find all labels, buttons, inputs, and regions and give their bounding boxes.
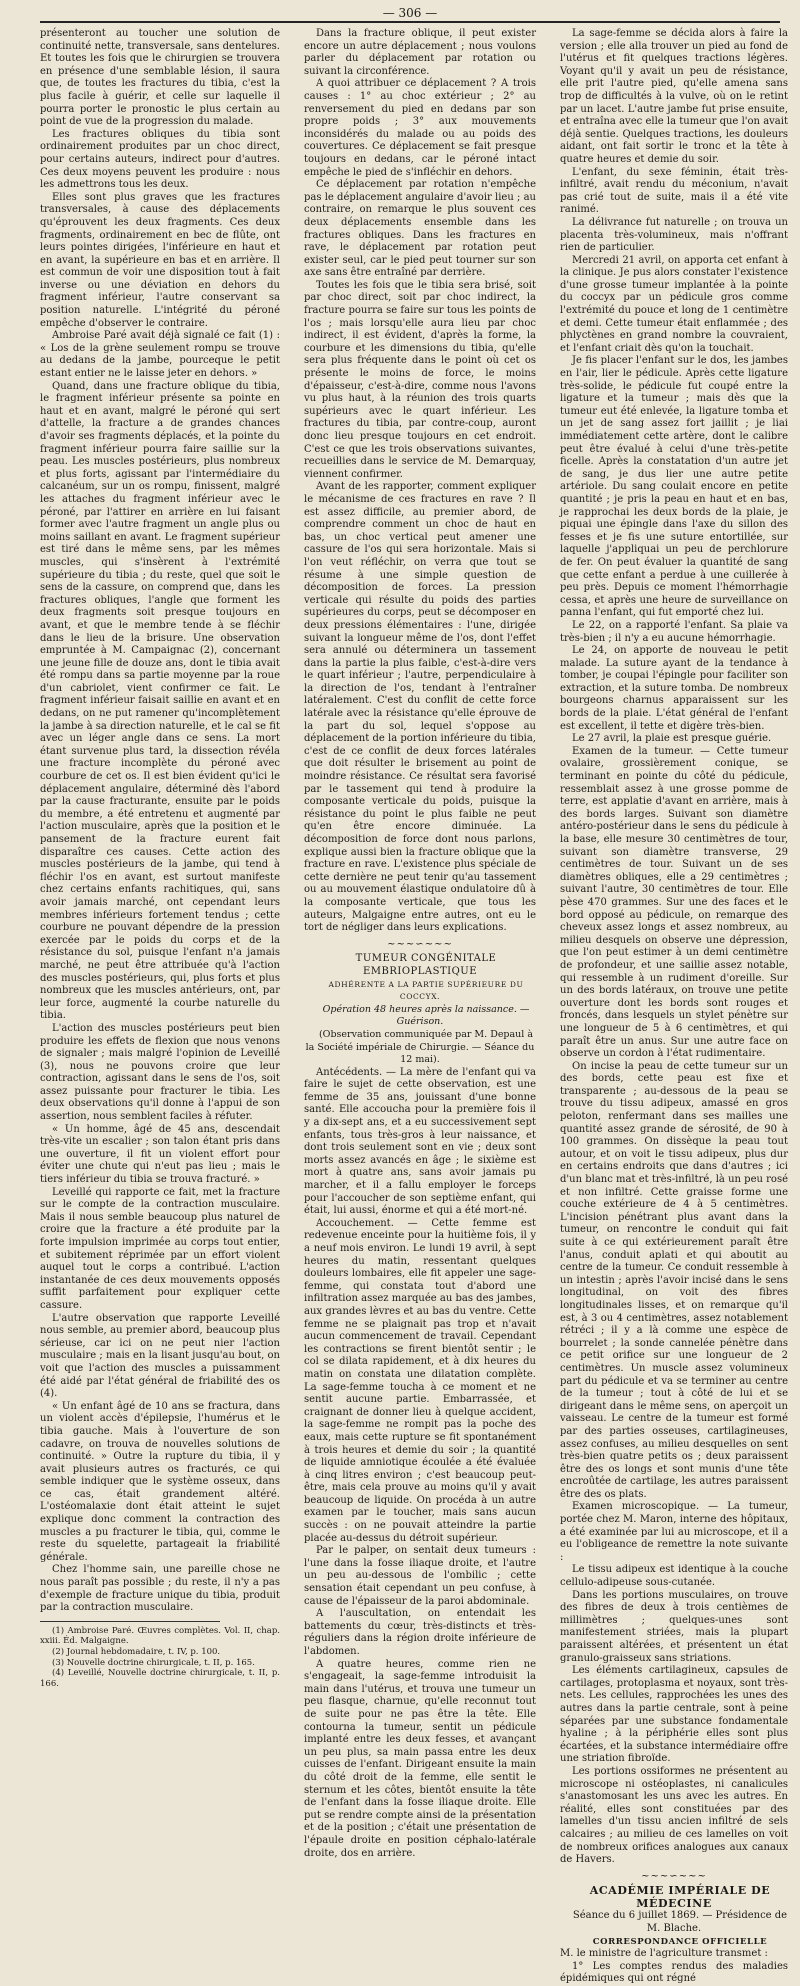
paragraph: M. le ministre de l'agriculture transmet :: [560, 1948, 768, 1960]
footnote: (3) Nouvelle doctrine chirurgicale, t. II, p. 165.: [52, 1657, 255, 1668]
ornament-divider: ~~~∽~~~: [387, 938, 453, 950]
paragraph: Les fractures obliques du tibia sont ordinairement produites par un choc direct, pour certains auteurs, indirect pour d'autres. Ces deux moyens peuvent les produire : nous les admettrons tous les deux.: [40, 128, 280, 191]
section-subtitle: ADHÉRENTE A LA PARTIE SUPÉRIEURE DU COCCYX.: [328, 979, 524, 1002]
paragraph: « Un enfant âgé de 10 ans se fractura, dans un violent accès d'épilepsie, l'humérus et le tibia gauche. Mais à l'ouverture de son cadavre, on trouva de nouvelles solutions de continuité. » Outre la rupture du tibia, il y avait plusieurs autres os fracturés, ce qui semble indiquer que le système osseux, dans ce cas, était grandement altéré. L'ostéomalaxie dont était atteint le sujet explique donc comment la contraction des muscles a pu fracturer le tibia, qui, comme le reste du squelette, partageait la friabilité générale.: [40, 1400, 280, 1563]
paragraph: Le 24, on apporte de nouveau le petit malade. La suture ayant de la tendance à tomber, je coupai l'épingle pour faciliter son extraction, et la suture tomba. De nombreux bourgeons charnus apparaissent sur les bords de la plaie. L'état général de l'enfant est excellent, il tette et digère très-bien.: [560, 645, 788, 732]
footnote: (4) Leveillé, Nouvelle doctrine chirurgicale, t. II, p. 166.: [40, 1668, 280, 1689]
column-left: [40, 28, 280, 1689]
ornament-divider: ~~~∽~~~: [641, 1870, 707, 1882]
paragraph: A quoi attribuer ce déplacement ? A trois causes : 1° au choc extérieur ; 2° au renversement du pied en dedans par son propre poids ; 3° aux mouvements inconsidérés du malade ou au poids des couvertures. Ce déplacement se fait presque toujours en dedans, car le péroné intact empêche le pied de s'infléchir en dehors.: [304, 78, 536, 178]
paragraph: A l'auscultation, on entendait les battements du cœur, très-distincts et très-réguliers dans la région droite inférieure de l'abdomen.: [304, 1608, 536, 1657]
paragraph: Mercredi 21 avril, on apporta cet enfant à la clinique. Je pus alors constater l'existence d'une grosse tumeur implantée à la pointe du coccyx par un pédicule gros comme l'extrémité du pouce et long de 1 centimètre et demi. Cette tumeur était enflammée ; des phlyctènes en grand nombre la couvraient, et l'enfant criait dès qu'on la touchait.: [560, 254, 788, 354]
paragraph: Examen de la tumeur. — Cette tumeur ovalaire, grossièrement conique, se terminant en pointe du côté du pédicule, ressemblait assez à une grosse pomme de terre, est applatie d'avant en arrière, mais à des bords larges. Suivant son diamètre antéro-postérieur dans le sens du pédicule à la base, elle mesure 30 centimètres de tour, suivant son diamètre transverse, 29 centimètres de tour. Suivant un de ses diamètres obliques, elle a 29 centimètres ; suivant l'autre, 30 centimètres de tour. Elle pèse 470 grammes. Sur une des faces et le bord opposé au pédicule, on remarque des cheveux assez longs et assez nombreux, au milieu desquels on observe une dépression, que l'on peut estimer à un demi centimètre de profondeur, et une saillie assez notable, qui ressemble à un rudiment d'oreille. Sur un des bords latéraux, on trouve une petite ouverture dont les bords sont rouges et froncés, dans lesquels un stylet pénètre sur une longueur de 5 à 6 centimètres, et qui paraît être un anus. Sur une autre face on observe un cordon à l'état rudimentaire.: [560, 745, 788, 1060]
header-rule: [40, 21, 780, 23]
paragraph: Dans la fracture oblique, il peut exister encore un autre déplacement ; nous voulons parler du déplacement par rotation ou suivant la circonférence.: [304, 28, 536, 77]
column-middle: [304, 28, 536, 1859]
paragraph: Leveillé qui rapporte ce fait, met la fracture sur le compte de la contraction musculaire. Mais il nous semble beaucoup plus naturel de croire que la fracture a été produite par la forte impulsion imprimée au corps tout entier, et subitement réprimée par un effort violent auquel tout le corps a contribué. L'action instantanée de ces deux mouvements opposés suffit parfaitement pour expliquer cette cassure.: [40, 1186, 280, 1311]
paragraph: Par le palper, on sentait deux tumeurs : l'une dans la fosse iliaque droite, et l'autre un peu au-dessous de l'ombilic ; cette sensation était cependant un peu confuse, à cause de l'épaisseur de la paroi abdominale.: [304, 1545, 536, 1607]
page-number: — 306 —: [382, 6, 438, 20]
academy-session: Séance du 6 juillet 1869. — Présidence de M. Blache.: [572, 1910, 788, 1935]
paragraph: présenteront au toucher une solution de continuité nette, transversale, sans dentelures. Et toutes les fois que le chirurgien se trouvera en présence d'une semblable lésion, il saura que, de toutes les fractures du tibia, c'est la plus facile à guérir, et celle sur laquelle il pourra porter le pronostic le plus certain au point de vue de la progression du malade.: [40, 28, 280, 128]
paragraph: Accouchement. — Cette femme est redevenue enceinte pour la huitième fois, il y a neuf mois environ. Le lundi 19 avril, à sept heures du matin, ressentant quelques douleurs lombaires, elle fit appeler une sage-femme, qui constata tout d'abord une infiltration assez marquée au bas des jambes, aux grandes lèvres et au bas du ventre. Cette femme ne se plaignait pas trop et n'avait aucun commencement de travail. Cependant les contractions se firent bientôt sentir ; le col se dilata rapidement, et à dix heures du matin on constata une dilatation complète. La sage-femme toucha à ce moment et ne sentit aucune partie. Embarrassée, et craignant de donner lieu à quelque accident, la sage-femme ne rompit pas la poche des eaux, mais cette rupture se fit spontanément à trois heures et demie du soir ; la quantité de liquide amniotique écoulée a été évaluée à cinq litres environ ; c'est beaucoup peut-être, mais cela prouve au moins qu'il y avait beaucoup de liquide. On procéda à un autre examen par le toucher, mais sans aucun succès : on ne pouvait atteindre la partie placée au-dessus du détroit supérieur.: [304, 1217, 536, 1544]
section-operation: Opération 48 heures après la naissance. — Guérison.: [322, 1003, 530, 1028]
paragraph: 1° Les comptes rendus des maladies épidémiques qui ont régné: [560, 1960, 788, 1985]
paragraph: Le tissu adipeux est identique à la couche cellulo-adipeuse sous-cutanée.: [560, 1564, 788, 1589]
paragraph: L'action des muscles postérieurs peut bien produire les effets de flexion que nous venons de signaler ; mais malgré l'opinion de Leveillé (3), nous ne pouvons croire que leur contraction, agissant dans le sens de l'os, soit assez puissante pour fracturer le tibia. Les deux observations qu'il donne à l'appui de son assertion, nous semblent faciles à réfuter.: [40, 1022, 280, 1123]
paragraph: L'enfant, du sexe féminin, était très-infiltré, avait rendu du méconium, n'avait pas crié tout de suite, mais il a été vite ranimé.: [560, 166, 788, 216]
section-title: TUMEUR CONGÉNITALE EMBRIOPLASTIQUE: [355, 953, 497, 977]
column-right: [560, 28, 788, 1985]
paragraph: A quatre heures, comme rien ne s'engageait, la sage-femme introduisit la main dans l'utérus, et trouva une tumeur un peu flasque, charnue, qu'elle reconnut tout de suite pour ne pas être la tête. Elle contourna la tumeur, sentit un pédicule implanté entre les deux fesses, et avançant un peu plus, sa main passa entre les deux cuisses de l'enfant. Dirigeant ensuite la main du côté droit de la femme, elle sentit le sternum et les côtes, bientôt ensuite la tête de l'enfant dans la fosse iliaque droite. Elle put se rendre compte ainsi de la présentation et de la position ; c'était une présentation de l'épaule droite en position céphalo-latérale droite, dos en arrière.: [304, 1658, 536, 1859]
paragraph: Ambroise Paré avait déjà signalé ce fait (1) : « Los de la grène seulement rompu se trouve au dedans de la jambe, pourceque le petit estant entier ne le laisse jeter en dehors. »: [40, 330, 280, 380]
paragraph: Les portions ossiformes ne présentent au microscope ni ostéoplastes, ni canalicules s'anastomosant les uns avec les autres. En réalité, elles sont constituées par des lamelles d'un tissu ancien infiltré de sels calcaires ; au milieu de ces lamelles on voit de nombreux orifices analogues aux canaux de Havers.: [560, 1765, 788, 1866]
page-header: [40, 4, 780, 28]
paragraph: « Un homme, âgé de 45 ans, descendait très-vite un escalier ; son talon étant pris dans une ouverture, il fit un violent effort pour éviter une chute qui n'eut pas lieu ; mais le tiers inférieur du tibia se trouva fracturé. »: [40, 1123, 280, 1186]
paragraph: On incise la peau de cette tumeur sur un des bords, cette peau est fixe et transparente ; au-dessous de la peau se trouve du tissu adipeux, amassé en gros peloton, renfermant dans ses mailles une quantité assez grande de sérosité, de 90 à 100 grammes. On dissèque la peau tout autour, et on voit le tissu adipeux, plus dur en certains endroits que dans d'autres ; ici d'un blanc mat et très-infiltré, là un peu rosé et non infiltré. Cette graisse forme une couche extérieure de 4 à 5 centimètres. L'incision pénétrant plus avant dans la tumeur, on rencontre le conduit qui fait suite à ce qui extérieurement paraît être l'anus, conduit aplati et qui aboutit au centre de la tumeur. Ce conduit ressemble à un intestin ; après l'avoir incisé dans le sens longitudinal, on voit des fibres longitudinales lisses, et on remarque qu'il est, à 3 ou 4 centimètres, assez notablement rétréci ; il y a là comme une espèce de bourrelet ; la sonde cannelée pénètre dans ce petit orifice sur une longueur de 2 centimètres. Un muscle assez volumineux part du pédicule et va se terminer au centre de la tumeur ; tout à côté de lui et se dirigeant dans le même sens, on aperçoit un vaisseau. Le centre de la tumeur est formé par des parties osseuses, cartilagineuses, assez confuses, au milieu desquelles on sent très-bien quatre petits os ; deux paraissent être des os longs et sont munis d'une tête encroûtée de cartilage, les autres paraissent être des os plats.: [560, 1060, 788, 1500]
paragraph: Avant de les rapporter, comment expliquer le mécanisme de ces fractures en rave ? Il est assez difficile, au premier abord, de comprendre comment un choc de haut en bas, un choc vertical peut amener une cassure de l'os qui sera horizontale. Mais si l'on veut réfléchir, on verra que tout se résume à une simple question de décomposition de forces. La pression verticale qui résulte du poids des parties supérieures du corps, peut se décomposer en deux pressions élémentaires : l'une, dirigée suivant la longueur même de l'os, dont l'effet sera annulé ou déterminera un tassement dans la partie la plus faible, c'est-à-dire vers le quart inférieur ; l'autre, perpendiculaire à la direction de l'os, tendant à l'entraîner latéralement. C'est du conflit de cette force latérale avec la résistance qu'elle éprouve de la part du sol, lequel s'oppose au déplacement de la portion inférieure du tibia, c'est de ce conflit de deux forces latérales que doit résulter le brisement au point de moindre résistance. Ce résultat sera favorisé par le tassement qui tend à produire la composante verticale du poids, puisque la résistance du point le plus faible ne peut qu'en être encore diminuée. La décomposition de force dont nous parlons, explique aussi bien la fracture oblique que la fracture en rave. L'existence plus spéciale de cette dernière ne peut tenir qu'au tassement ou au mouvement élastique ondulatoire dû à la composante verticale, que tous les auteurs, Malgaigne entre autres, ont eu le tort de négliger dans leurs explications.: [304, 481, 536, 934]
footnote: (2) Journal hebdomadaire, t. IV, p. 100.: [52, 1647, 221, 1657]
footnote: (1) Ambroise Paré. Œuvres complètes. Vol. II, chap. xxiii. Éd. Malgaigne.: [40, 1625, 280, 1647]
paragraph: La délivrance fut naturelle ; on trouva un placenta très-volumineux, mais n'offrant rien de particulier.: [560, 216, 788, 254]
paragraph: Ce déplacement par rotation n'empêche pas le déplacement angulaire d'avoir lieu ; au contraire, on remarque le plus souvent ces deux déplacements ensemble dans les fractures obliques. Dans les fractures en rave, le déplacement par rotation peut exister seul, car le pied peut tourner sur son axe sans être entraîné par derrière.: [304, 179, 536, 279]
footnote-separator: [40, 1621, 220, 1622]
paragraph: La sage-femme se décida alors à faire la version ; elle alla trouver un pied au fond de l'utérus et fit quelques tractions légères. Voyant qu'il y avait un peu de résistance, elle prit l'autre pied, qu'elle amena sans trop de difficultés à la vulve, où on le retint par un lacet. L'autre jambe fut prise ensuite, et entraîna avec elle la tumeur que l'on avait déjà sentie. Quelques tractions, les douleurs aidant, ont fait sortir le tronc et la tête à quatre heures et demie du soir.: [560, 28, 788, 165]
paragraph: Le 27 avril, la plaie est presque guérie.: [572, 733, 772, 745]
correspondence-title: CORRESPONDANCE OFFICIELLE: [592, 1936, 768, 1947]
section-observation: (Observation communiquée par M. Depaul à la Société impériale de Chirurgie. — Séance du 12 mai).: [305, 1028, 535, 1066]
paragraph: Elles sont plus graves que les fractures transversales, à cause des déplacements qu'éprouvent les deux fragments. Ces deux fragments, ordinairement en bec de flûte, ont leurs pointes dirigées, l'inférieure en haut et en avant, la supérieure en bas et en arrière. Il est commun de voir une disposition tout à fait inverse ou une déviation en dehors du fragment inférieur, l'autre conservant sa position naturelle. L'intégrité du péroné empêche d'observer le contraire.: [40, 191, 280, 329]
paragraph: Quand, dans une fracture oblique du tibia, le fragment inférieur présente sa pointe en haut et en avant, malgré le péroné qui sert d'attelle, la fracture a de grandes chances d'avoir ses fragments déplacés, et la pointe du fragment inférieur pourra faire saillie sur la peau. Les muscles postérieurs, plus nombreux et plus forts, agissant par l'intermédiaire du calcanéum, sur un os rompu, finissent, malgré les attaches du fragment inférieur avec le péroné, par l'attirer en arrière en lui faisant former avec l'autre fragment un angle plus ou moins saillant en avant. Le fragment supérieur est tiré dans le même sens, par les mêmes muscles, qui s'insèrent à l'extrémité supérieure du tibia ; du reste, quel que soit le sens de la cassure, on comprend que, dans les fractures obliques, l'angle que forment les deux fragments soit presque toujours en avant, et que le membre tende à se fléchir dans le lieu de la brisure. Une observation empruntée à M. Campaignac (2), concernant une jeune fille de douze ans, dont le tibia avait été rompu dans sa partie moyenne par la roue d'un cabriolet, vient confirmer ce fait. Le fragment inférieur faisait saillie en avant et en dedans, on ne put ramener qu'incomplètement la jambe à sa direction naturelle, et le cal se fit avec un léger angle dans ce sens. La mort étant survenue plus tard, la dissection révéla une fracture incomplète du péroné avec courbure de cet os. Il est bien évident qu'ici le déplacement angulaire, déterminé dès l'abord par la cause fracturante, ensuite par le poids du membre, a été entretenu et augmenté par l'action musculaire, après que la position et le pansement de la fracture eurent fait disparaître ces causes. Cette action des muscles postérieurs de la jambe, qui tend à fléchir l'os en avant, est surtout manifeste chez certains enfants rachitiques, qui, sans avoir jamais marché, ont cependant leurs membres inférieurs fortement tendus ; cette courbure ne pouvant dépendre de la pression exercée par le poids du corps et de la résistance du sol, puisque l'enfant n'a jamais marché, ne peut être attribuée qu'à l'action des muscles postérieurs, qui, plus forts et plus nombreux que les muscles antérieurs, ont, par leur force, augmenté la courbe naturelle du tibia.: [40, 380, 280, 1022]
paragraph: Toutes les fois que le tibia sera brisé, soit par choc direct, soit par choc indirect, la fracture pourra se faire sur tous les points de l'os ; mais lorsqu'elle aura lieu par choc indirect, il est évident, d'après la forme, la courbure et les dimensions du tibia, qu'elle sera plus fréquente dans le point où cet os présente le moins de force, le moins d'épaisseur, c'est-à-dire, comme nous l'avons vu plus haut, à la réunion des trois quarts supérieurs avec le quart inférieur. Les fractures du tibia, par contre-coup, auront donc lieu presque toujours en cet endroit. C'est ce que les trois observations suivantes, recueillies dans le service de M. Demarquay, viennent confirmer.: [304, 279, 536, 480]
paragraph: Les éléments cartilagineux, capsules de cartilages, protoplasma et noyaux, sont très-nets. Les cellules, rapprochées les unes des autres dans la partie centrale, sont à peine séparées par une substance fondamentale hyaline ; à la périphérie elles sont plus écartées, et la substance intermédiaire offre une striation fibroïde.: [560, 1665, 788, 1765]
academy-title: ACADÉMIE IMPÉRIALE DE MÉDECINE: [589, 1884, 771, 1910]
paragraph: Chez l'homme sain, une pareille chose ne nous paraît pas possible ; du reste, il n'y a pas d'exemple de fracture unique du tibia, produit par la contraction musculaire.: [40, 1564, 280, 1614]
paragraph: Examen microscopique. — La tumeur, portée chez M. Maron, interne des hôpitaux, a été examinée par lui au microscope, et il a eu l'obligeance de remettre la note suivante :: [560, 1501, 788, 1563]
paragraph: Le 22, on a rapporté l'enfant. Sa plaie va très-bien ; il n'y a eu aucune hémorrhagie.: [560, 619, 788, 644]
paragraph: Antécédents. — La mère de l'enfant qui va faire le sujet de cette observation, est une femme de 35 ans, jouissant d'une bonne santé. Elle accoucha pour la première fois il y a dix-sept ans, et a eu successivement sept enfants, tous très-gros à leur naissance, et dont trois seulement sont en vie ; deux sont morts assez avancés en âge ; le sixième est mort à quatre ans, sans avoir jamais pu marcher, et il a fallu employer le forceps pour l'accoucher de son septième enfant, qui était, lui aussi, énorme et qui a été mort-né.: [304, 1066, 536, 1217]
paragraph: Dans les portions musculaires, on trouve des fibres de deux à trois centièmes de millimètres ; quelques-unes sont manifestement striées, mais la plupart paraissent altérées, et présentent un état granulo-graisseux sans striations.: [560, 1589, 788, 1664]
paragraph: L'autre observation que rapporte Leveillé nous semble, au premier abord, beaucoup plus sérieuse, car ici on ne peut nier l'action musculaire ; mais en la lisant jusqu'au bout, on voit que l'action des muscles a puissamment été aidé par l'état général de friabilité des os (4).: [40, 1312, 280, 1400]
paragraph: Je fis placer l'enfant sur le dos, les jambes en l'air, lier le pédicule. Après cette ligature très-solide, le pédicule fut coupé entre la ligature et la tumeur ; mais dès que la tumeur eut été enlevée, la ligature tomba et un jet de sang assez fort jaillit ; je liai immédiatement cette artère, dont le calibre peut être évalué à celui d'une très-petite ficelle. Après la constatation d'un autre jet de sang, je dus lier une autre petite artériole. Du sang coulait encore en petite quantité ; je pris la peau en haut et en bas, je rapprochai les deux bords de la plaie, je piquai une épingle dans l'axe du sillon des fesses et je fis une suture entortillée, sur laquelle j'appliquai un peu de perchlorure de fer. On peut évaluer la quantité de sang que cette enfant a perdue à une cuillerée à peu près. Depuis ce moment l'hémorrhagie cessa, et après une heure de surveillance on panna l'enfant, qui fut emporté chez lui.: [560, 355, 788, 619]
